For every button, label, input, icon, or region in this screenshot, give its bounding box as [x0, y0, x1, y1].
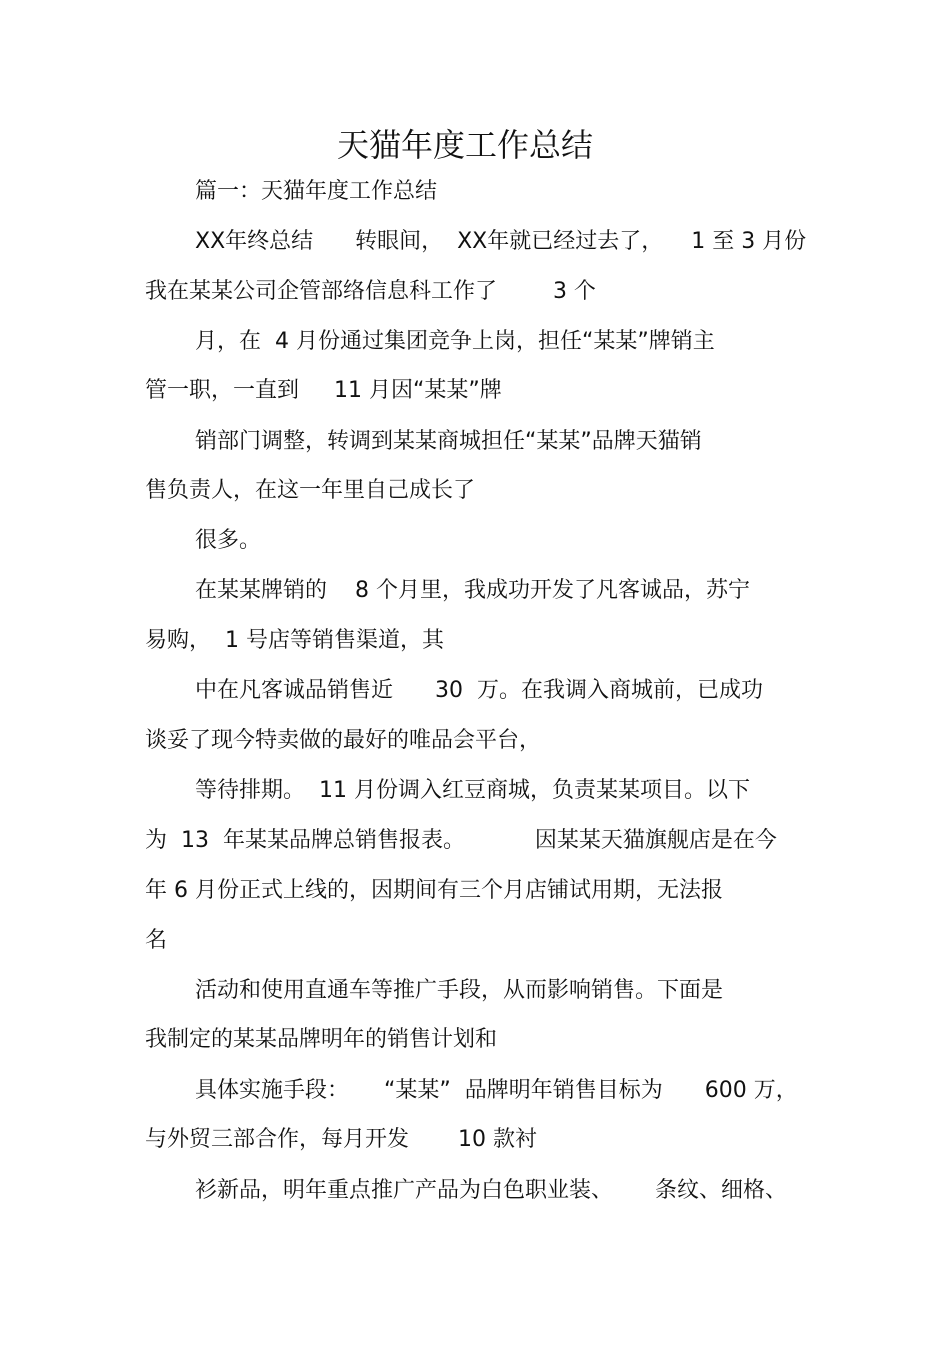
text-line: 易购， 1 号店等销售渠道，其 [145, 628, 444, 653]
text-line: 衫新品，明年重点推广产品为白色职业装、 条纹、细格、 [195, 1178, 787, 1203]
text-line: 中在凡客诚品销售近 30 万。在我调入商城前，已成功 [195, 678, 763, 703]
text-line: XX年终总结 转眼间， XX年就已经过去了， 1 至 3 月份 [195, 229, 807, 254]
text-line: 谈妥了现今特卖做的最好的唯品会平台， [145, 728, 542, 753]
text-line: 与外贸三部合作，每月开发 10 款衬 [145, 1127, 537, 1152]
text-line: 活动和使用直通车等推广手段，从而影响销售。下面是 [195, 978, 724, 1003]
page-title: 天猫年度工作总结 [336, 126, 593, 164]
text-line: 等待排期。 11 月份调入红豆商城，负责某某项目。以下 [195, 778, 750, 803]
text-line: 管一职，一直到 11 月因“某某”牌 [145, 378, 502, 403]
text-line: 为 13 年某某品牌总销售报表。 因某某天猫旗舰店是在今 [145, 828, 777, 853]
text-line: 很多。 [195, 528, 262, 553]
text-line: 售负责人，在这一年里自己成长了 [145, 478, 476, 503]
text-line: 销部门调整，转调到某某商城担任“某某”品牌天猫销 [195, 429, 702, 454]
text-line: 年 6 月份正式上线的，因期间有三个月店铺试用期，无法报 [145, 878, 723, 903]
text-line: 名 [145, 928, 168, 953]
text-line: 篇一：天猫年度工作总结 [195, 179, 438, 204]
text-line: 具体实施手段： “某某” 品牌明年销售目标为 600 万， [195, 1078, 798, 1103]
text-line: 我制定的某某品牌明年的销售计划和 [145, 1027, 498, 1052]
text-line: 月，在 4 月份通过集团竞争上岗，担任“某某”牌销主 [195, 329, 715, 354]
text-line: 我在某某公司企管部络信息科工作了 3 个 [145, 279, 596, 304]
text-line: 在某某牌销的 8 个月里，我成功开发了凡客诚品，苏宁 [195, 578, 750, 603]
